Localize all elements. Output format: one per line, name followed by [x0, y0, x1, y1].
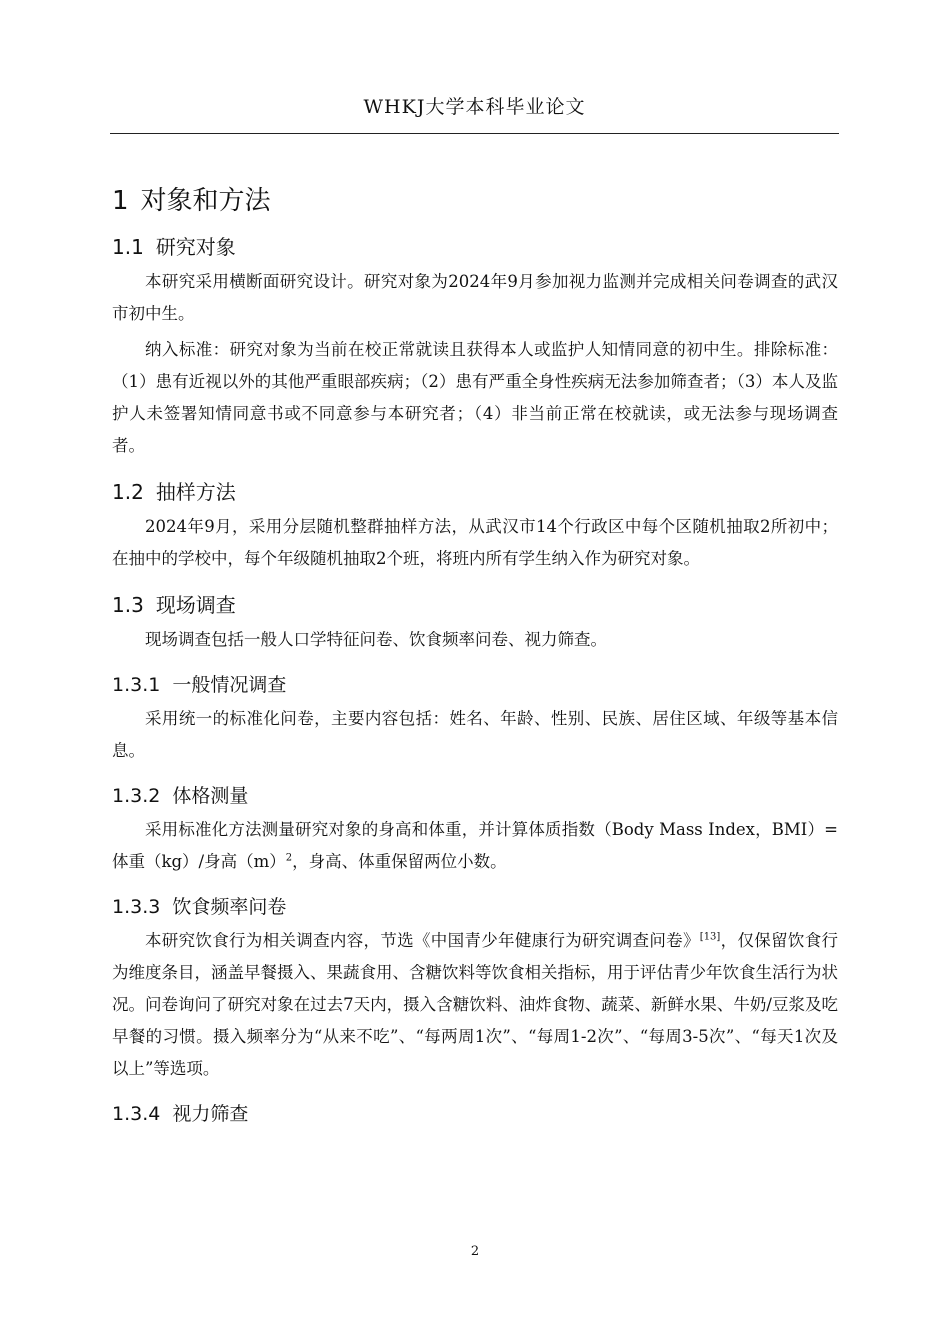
page-body: [112, 180, 838, 1132]
section-number: 1.3.3: [112, 896, 161, 918]
section-title: 现场调查: [155, 593, 236, 617]
paragraph-text: 本研究饮食行为相关调查内容，节选《中国青少年健康行为研究调查问卷》: [145, 931, 700, 950]
section-heading-1: [112, 180, 838, 217]
paragraph: 纳入标准：研究对象为当前在校正常就读且获得本人或监护人知情同意的初中生。排除标准：（1）患有近视以外的其他严重眼部疾病；（2）患有严重全身性疾病无法参加筛查者；（3）本人及监护人未签署知情同意书或不同意参与本研究者；（4）非当前正常在校就读，或无法参与现场调查者。: [112, 340, 838, 455]
section-title: 视力筛查: [172, 1103, 249, 1125]
section-heading-1-2: [112, 476, 838, 505]
section-title: 研究对象: [155, 235, 236, 259]
section-number: 1.1: [112, 235, 144, 259]
section-heading-1-3-3: [112, 892, 838, 919]
section-number: 1.3.4: [112, 1103, 161, 1125]
paragraph: 本研究采用横断面研究设计。研究对象为2024年9月参加视力监测并完成相关问卷调查的武汉市初中生。: [112, 272, 838, 323]
section-heading-1-3: [112, 589, 838, 618]
running-header: WHKJ大学本科毕业论文: [363, 96, 586, 118]
paragraph: 采用统一的标准化问卷，主要内容包括：姓名、年龄、性别、民族、居住区域、年级等基本信息。: [112, 709, 838, 760]
section-title: 抽样方法: [155, 480, 236, 504]
section-number: 1.3.1: [112, 674, 161, 696]
paragraph: 现场调查包括一般人口学特征问卷、饮食频率问卷、视力筛查。: [145, 630, 607, 649]
paragraph-bmi: [112, 814, 838, 878]
section-number: 1: [112, 186, 129, 216]
section-title: 对象和方法: [140, 186, 271, 216]
paragraph-text: ，身高、体重保留两位小数。: [292, 852, 507, 871]
citation-ref: [13]: [699, 931, 721, 943]
section-heading-1-1: [112, 231, 838, 260]
paragraph-text: 采用标准化方法测量研究对象的身高和体重，并计算体质指数（Body Mass Index，BMI）=体重（kg）/身高（m）: [112, 820, 838, 871]
paragraph-diet: [112, 925, 838, 1085]
section-heading-1-3-2: [112, 781, 838, 808]
section-number: 1.3: [112, 593, 144, 617]
page-number: 2: [470, 1244, 480, 1259]
section-title: 一般情况调查: [172, 674, 287, 696]
section-number: 1.2: [112, 480, 144, 504]
section-heading-1-3-4: [112, 1099, 838, 1126]
paragraph: 2024年9月，采用分层随机整群抽样方法，从武汉市14个行政区中每个区随机抽取2所初中；在抽中的学校中，每个年级随机抽取2个班，将班内所有学生纳入作为研究对象。: [112, 517, 838, 568]
section-title: 体格测量: [172, 785, 249, 807]
section-heading-1-3-1: [112, 670, 838, 697]
section-title: 饮食频率问卷: [172, 896, 287, 918]
header-divider: [110, 133, 839, 134]
superscript: 2: [285, 852, 293, 864]
paragraph-text: ，仅保留饮食行为维度条目，涵盖早餐摄入、果蔬食用、含糖饮料等饮食相关指标，用于评估青少年饮食生活行为状况。问卷询问了研究对象在过去7天内，摄入含糖饮料、油炸食物、蔬菜、新鲜水果、牛奶/豆浆及吃早餐的习惯。摄入频率分为“从来不吃”、“每两周1次”、“每周1-2次”、“每周3-5次”、“每天1次及以上”等选项。: [112, 931, 839, 1078]
section-number: 1.3.2: [112, 785, 161, 807]
